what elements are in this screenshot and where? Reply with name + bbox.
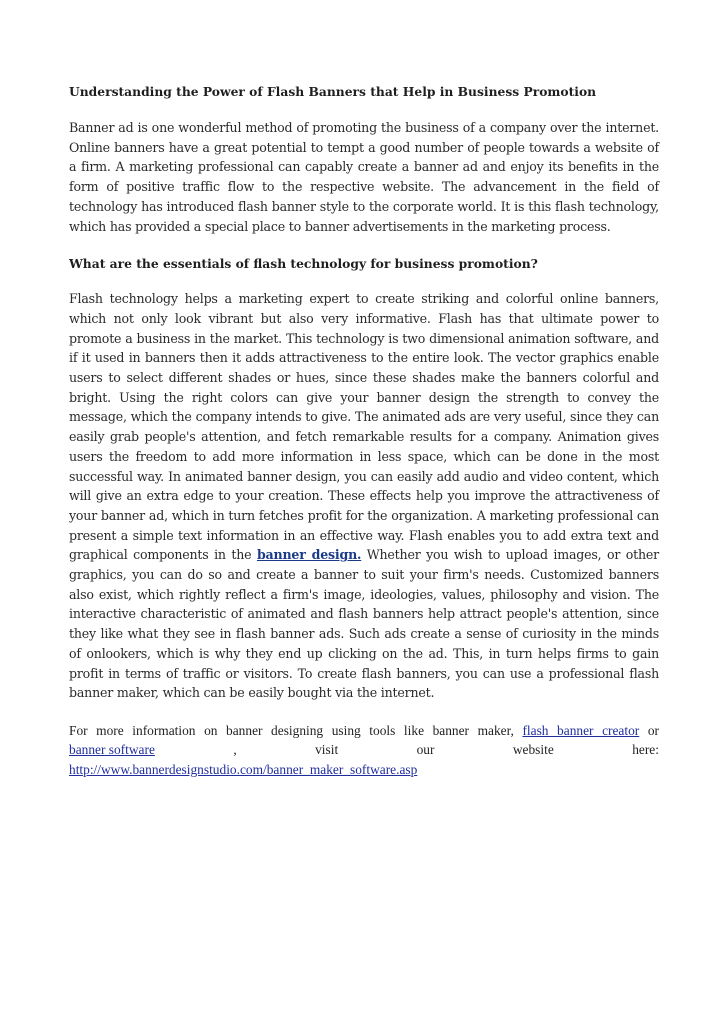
footer-comma: , [233,742,237,758]
footer-intro-text: For more information on banner designing using tools like banner maker, [69,722,523,738]
footer-paragraph [69,721,659,780]
banner-design-link[interactable]: banner design. [256,547,362,563]
banner-software-link[interactable]: banner software [69,742,155,758]
footer-or-text: or [639,722,659,738]
document-page [69,82,659,779]
section-subheading: What are the essentials of flash technology for business promotion? [69,256,538,272]
intro-paragraph: Banner ad is one wonderful method of promoting the business of a company over the internet. Online banners have a great potential to tempt a good number of people towards a website of a firm. A marketing professional can capably create a banner ad and enjoy its benefits in the form of positive traffic flow to the respective website. The advancement in the field of technology has introduced flash banner style to the corporate world. It is this flash technology, which has provided a special place to banner advertisements in the marketing process. [69,120,659,234]
flash-banner-creator-link[interactable]: flash banner creator [522,722,640,738]
body-text-after-link: Whether you wish to upload images, or other graphics, you can do so and create a banner to suit your firm's needs. Customized banners also exist, which rightly reflect a firm's image, ideologies, values, philosophy and vision. The interactive characteristic of animated and flash banners help attract people's attention, since they like what they see in flash banner ads. Such ads create a sense of curiosity in the minds of onlookers, which is why they end up clicking on the ad. This, in turn helps firms to gain profit in terms of traffic or visitors. To create flash banners, you can use a professional flash banner maker, which can be easily bought via the internet. [69,547,659,701]
footer-line-2 [69,740,659,760]
website-url-link[interactable]: http://www.bannerdesignstudio.com/banner_maker_software.asp [69,761,418,777]
footer-here-text: here: [632,742,659,758]
footer-line-3 [69,760,659,780]
footer-line-1 [69,721,659,741]
footer-our-text: our [416,742,435,758]
body-text-before-link: Flash technology helps a marketing expert to create striking and colorful online banners, which not only look vibrant but also very informative. Flash has that ultimate power to promote a business in the market. This technology is two dimensional animation software, and if it used in banners then it adds attractiveness to the entire look. The vector graphics enable users to select different shades or hues, since these shades make the banners colorful and bright. Using the right colors can give your banner design the strength to convey the message, which the company intends to give. The animated ads are very useful, since they can easily grab people's attention, and fetch remarkable results for a company. Animation gives users the freedom to add more information in less space, which can be done in the most successful way. In animated banner design, you can easily add audio and video content, which will give an extra edge to your creation. These effects help you improve the attractiveness of your banner ad, which in turn fetches profit for the organization. A marketing professional can present a simple text information in an effective way. Flash enables you to add extra text and graphical components in the [69,291,659,563]
document-title: Understanding the Power of Flash Banners that Help in Business Promotion [69,84,597,99]
footer-visit-text: visit [315,742,339,758]
footer-website-text: website [512,742,554,758]
body-paragraph [69,289,659,703]
